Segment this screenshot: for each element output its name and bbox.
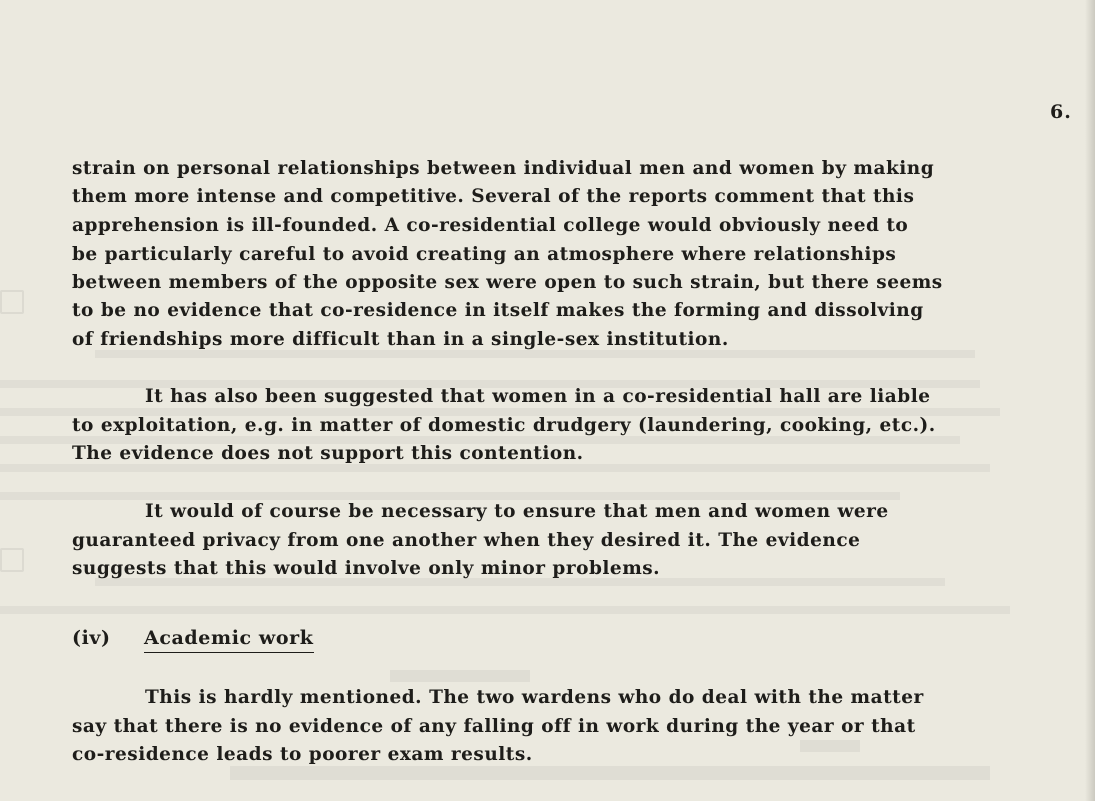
section-numeral: (iv) xyxy=(72,627,111,649)
paragraph-2-line-3: The evidence does not support this contention. xyxy=(72,443,584,464)
paragraph-2-line-1: It has also been suggested that women in a co-residential hall are liable xyxy=(145,386,931,407)
paragraph-1-line-6: to be no evidence that co-residence in itself makes the forming and dissolving xyxy=(72,300,924,321)
paragraph-4-line-2: say that there is no evidence of any falling off in work during the year or that xyxy=(72,716,916,737)
paragraph-1-line-4: be particularly careful to avoid creating an atmosphere where relationships xyxy=(72,244,897,265)
paragraph-3-line-3: suggests that this would involve only minor problems. xyxy=(72,558,661,579)
paragraph-2-line-2: to exploitation, e.g. in matter of domestic drudgery (laundering, cooking, etc.). xyxy=(72,415,936,436)
paragraph-4-line-3: co-residence leads to poorer exam results. xyxy=(72,744,533,765)
paragraph-3-line-2: guaranteed privacy from one another when they desired it. The evidence xyxy=(72,530,861,551)
section-heading xyxy=(72,627,314,653)
page-spine-shadow xyxy=(1085,0,1095,801)
paragraph-1-line-2: them more intense and competitive. Several of the reports comment that this xyxy=(72,186,915,207)
paragraph-3-line-1: It would of course be necessary to ensure that men and women were xyxy=(145,501,889,522)
paragraph-1-line-3: apprehension is ill-founded. A co-residential college would obviously need to xyxy=(72,215,909,236)
paragraph-4-line-1: This is hardly mentioned. The two wardens who do deal with the matter xyxy=(145,687,924,708)
paragraph-1-line-1: strain on personal relationships between individual men and women by making xyxy=(72,158,935,179)
paragraph-1-line-5: between members of the opposite sex were open to such strain, but there seems xyxy=(72,272,943,293)
page-number: 6. xyxy=(1050,101,1072,123)
paragraph-1-line-7: of friendships more difficult than in a single-sex institution. xyxy=(72,329,729,350)
section-title: Academic work xyxy=(144,627,314,653)
